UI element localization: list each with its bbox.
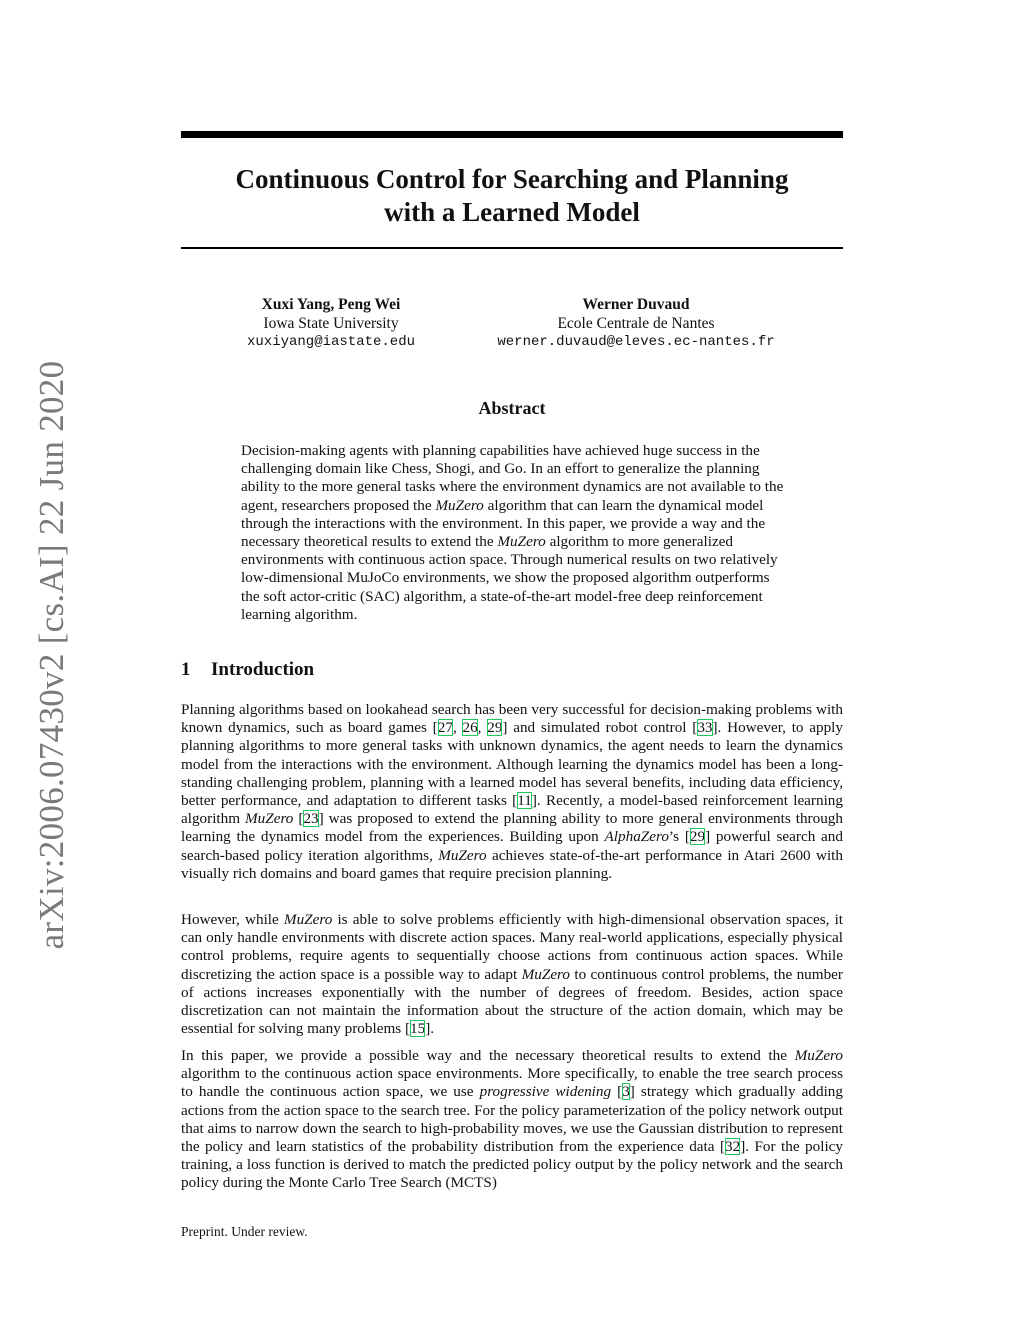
citation-link[interactable]: 33 xyxy=(697,719,713,737)
alphazero-term: AlphaZero xyxy=(604,828,669,846)
author-name: Werner Duvaud xyxy=(582,296,690,313)
muzero-term: MuZero xyxy=(283,911,333,928)
citation-link[interactable]: 15 xyxy=(410,1020,426,1038)
author-email: werner.duvaud@eleves.ec-nantes.fr xyxy=(497,334,775,350)
muzero-term: MuZero xyxy=(521,965,570,983)
author-name: Xuxi Yang, Peng Wei xyxy=(261,296,401,313)
section-title: Introduction xyxy=(211,659,315,680)
author-block-2 xyxy=(472,295,800,352)
title-rule-bottom xyxy=(181,247,843,249)
muzero-term: MuZero xyxy=(794,1047,843,1064)
title-line-1: Continuous Control for Searching and Planning xyxy=(235,164,789,194)
citation-link[interactable]: 23 xyxy=(303,810,319,828)
intro-paragraph-3: In this paper, we provide a possible way and the necessary theoretical results to extend the MuZero algorithm to the continuous action space environments. More specifically, to enable the tree search process to handle the continuous action space, we use progressive widening [3] strategy which gradually adding actions from the action space to the search tree. For the policy parameterization of the policy network output that aims to narrow down the search to high-probability moves, we use the Gaussian distribution to represent the policy and learn statistics of the probability distribution from the experience data [32]. For the policy training, a loss function is derived to match the predicted policy output by the policy network and the search policy during the Monte Carlo Tree Search (MCTS) xyxy=(181,1047,843,1192)
intro-paragraph-2: However, while MuZero is able to solve problems efficiently with high-dimensional observation spaces, it can only handle environments with discrete action spaces. Many real-world applications, especially physical control problems, require agents to sequentially choose actions from continuous action spaces. While discretizing the action space is a possible way to adapt MuZero to continuous control problems, the number of actions increases exponentially with the number of degrees of freedom. Besides, action space discretization can not maintain the information about the structure of the action domain, which may be essential for solving many problems [15]. xyxy=(181,911,844,1038)
preprint-footer: Preprint. Under review. xyxy=(181,1224,308,1239)
citation-link[interactable]: 29 xyxy=(487,719,503,737)
muzero-term: MuZero xyxy=(245,810,294,828)
citation-link[interactable]: 11 xyxy=(517,792,532,810)
title-line-2: with a Learned Model xyxy=(384,197,640,227)
abstract-text: Decision-making agents with planning capabilities have achieved huge success in the challenging domain like Chess, Shogi, and Go. In an effort to generalize the planning ability to the more general tasks where the environment dynamics are not available to the agent, researchers proposed the MuZero algorithm that can learn the dynamical model through the interactions with the environment. In this paper, we provide a way and the necessary theoretical results to extend the MuZero algorithm to more generalized environments with continuous action space. Through numerical results on two relatively low-dimensional MuJoCo environments, we show the proposed algorithm outperforms the soft actor-critic (SAC) algorithm, a state-of-the-art model-free deep reinforcement learning algorithm. xyxy=(241,442,784,623)
abstract-heading: Abstract xyxy=(478,398,546,418)
citation-link[interactable]: 27 xyxy=(437,719,453,737)
intro-paragraph-1: Planning algorithms based on lookahead search has been very successful for decision-making problems with known dynamics, such as board games [27, 26, 29] and simulated robot control [33]. However, to apply planning algorithms to more general tasks with unknown dynamics, the agent needs to learn the dynamics model from the interactions with the environment. Although learning the dynamics model has been a long-standing challenging problem, planning with a learned model has several benefits, including data efficiency, better performance, and adaptation to different tasks [11]. Recently, a model-based reinforcement learning algorithm MuZero [23] was proposed to extend the planning ability to more general environments through learning the dynamics model from the experiences. Building upon AlphaZero’s [29] powerful search and search-based policy iteration algorithms, MuZero achieves state-of-the-art performance in Atari 2600 with visually rich domains and board games that require precision planning. xyxy=(181,701,844,882)
author-block-1 xyxy=(221,295,441,352)
section-number: 1 xyxy=(181,659,191,680)
citation-link[interactable]: 3 xyxy=(622,1083,630,1101)
progressive-widening-term: progressive widening xyxy=(479,1083,612,1101)
muzero-term: MuZero xyxy=(497,533,546,551)
citation-link[interactable]: 29 xyxy=(689,828,706,846)
citation-link[interactable]: 26 xyxy=(462,719,478,737)
paper-title xyxy=(181,163,843,229)
section-heading xyxy=(181,659,314,681)
author-affiliation: Ecole Centrale de Nantes xyxy=(557,315,715,332)
author-affiliation: Iowa State University xyxy=(263,315,399,332)
author-email: xuxiyang@iastate.edu xyxy=(246,334,416,350)
citation-link[interactable]: 32 xyxy=(725,1138,741,1156)
title-rule-top xyxy=(181,131,843,138)
muzero-term: MuZero xyxy=(438,846,487,864)
muzero-term: MuZero xyxy=(435,496,484,514)
arxiv-identifier: arXiv:2006.07430v2 [cs.AI] 22 Jun 2020 xyxy=(32,360,71,950)
